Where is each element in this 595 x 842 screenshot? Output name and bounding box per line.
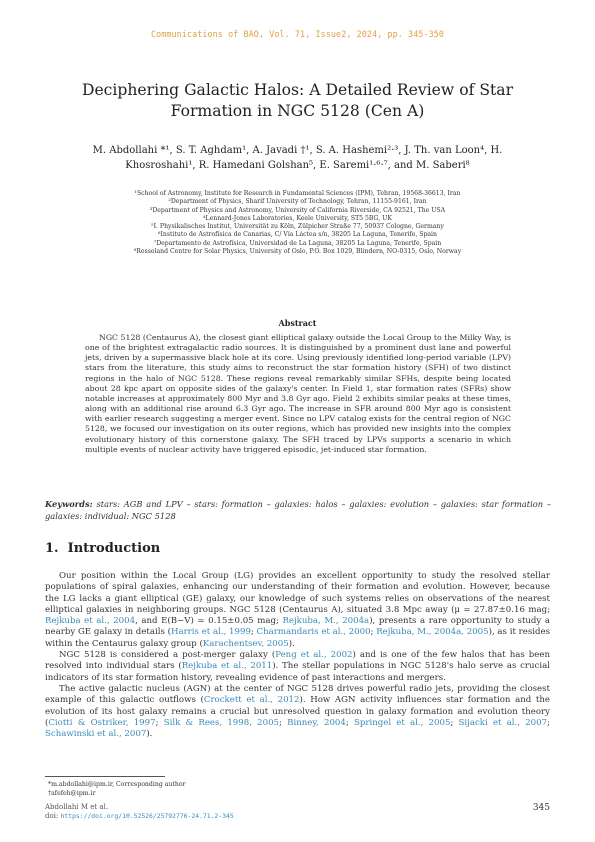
title-line-1: Deciphering Galactic Halos: A Detailed Review of Star: [81, 81, 514, 99]
text-run: ), as it resides within the Centaurus galaxy group (: [45, 627, 550, 649]
citation-link[interactable]: Schawinski et al., 2007: [45, 729, 147, 740]
author-line-2: Khosroshahi¹, R. Hamedani Golshan⁵, E. Saremi¹·⁶·⁷, and M. Saberi⁸: [125, 160, 470, 171]
page-footer: [45, 803, 234, 821]
text-run: The active galactic nucleus (AGN) at the center of NGC 5128 drives powerful radio jets, providing the closest example of this galactic outflows (: [45, 683, 550, 706]
keywords: [45, 499, 551, 522]
doi-label: doi:: [45, 812, 61, 820]
citation-link[interactable]: Charmandaris et al., 2000: [256, 627, 371, 638]
affiliation-5: ⁵I. Physikalisches Institut, Universität zu Köln, Zülpicher Straße 77, 50937 Cologne, Germany: [151, 223, 444, 231]
text-run: ). The stellar populations in NGC 5128's halo serve as crucial indicators of its star formation history, revealing evidence of past interactions and mergers.: [45, 661, 550, 683]
text-run: , and E(B−V) = 0.15±0.05 mag;: [135, 616, 283, 627]
citation-link[interactable]: Silk & Rees, 1998, 2005: [163, 717, 280, 728]
citation-link[interactable]: Karachentsev, 2005: [202, 638, 289, 649]
footnote-2: †afefeh@ipm.ir: [48, 790, 96, 797]
paragraph-3: [45, 684, 550, 740]
paper-title: [40, 80, 555, 122]
introduction-body: [45, 571, 550, 740]
footer-doi-line: [45, 812, 234, 821]
affiliation-3: ³Department of Physics and Astronomy, University of California Riverside, CA 92521, The USA: [149, 206, 446, 214]
text-run: ;: [345, 717, 354, 728]
paragraph-2: [45, 650, 550, 684]
text-run: ) and is one of the few halos that has been resolved into individual stars (: [45, 650, 550, 672]
citation-link[interactable]: Binney, 2004: [287, 717, 346, 728]
section-number: 1.: [45, 541, 59, 556]
keywords-label: Keywords:: [45, 499, 93, 509]
text-run: ;: [450, 717, 459, 728]
section-heading: [45, 541, 160, 556]
paragraph-1: [45, 571, 550, 650]
citation-link[interactable]: Harris et al., 1999: [170, 627, 251, 638]
text-run: ).: [288, 638, 295, 649]
citation-link[interactable]: Springel et al., 2005: [353, 717, 451, 728]
footnotes: [48, 780, 186, 798]
section-title: Introduction: [67, 541, 161, 556]
citation-link[interactable]: Ciotti & Ostriker, 1997: [48, 717, 156, 728]
text-run: ;: [547, 717, 550, 728]
citation-link[interactable]: Rejkuba, M., 2004a, 2005: [376, 627, 489, 638]
affiliation-list: [45, 190, 550, 256]
text-run: NGC 5128 is considered a post-merger galaxy (: [59, 650, 276, 661]
text-run: ;: [370, 627, 377, 638]
author-line-1: M. Abdollahi *¹, S. T. Aghdam¹, A. Javadi †¹, S. A. Hashemi²·³, J. Th. van Loon⁴, H.: [92, 145, 503, 156]
author-list: [55, 143, 540, 173]
keywords-text: stars: AGB and LPV – stars: formation – galaxies: halos – galaxies: evolution – galaxies: star formation – galaxies: individual: NGC 5128: [45, 499, 551, 521]
abstract-heading: Abstract: [278, 318, 317, 328]
page-number: 345: [532, 803, 550, 813]
text-run: Our position within the Local Group (LG) provides an excellent opportunity to study the resolved stellar populations of spiral galaxies, enhancing our understanding of their formation and evolution. However, because the LG lacks a giant elliptical (GE) galaxy, our knowledge of such systems relies on observations of the nearest elliptical galaxies in neighboring groups. NGC 5128 (Centaurus A), situated 3.8 Mpc away (μ = 27.87±0.16 mag;: [45, 571, 550, 615]
text-run: ;: [155, 717, 164, 728]
affiliation-7: ⁷Departamento de Astrofísica, Universidad de La Laguna, 38205 La Laguna, Tenerife, Spain: [153, 239, 442, 247]
affiliation-6: ⁶Instituto de Astrofísica de Canarias, C/ Vía Láctea s/n, 38205 La Laguna, Tenerife, Spain: [158, 231, 437, 239]
footnote-divider: [45, 776, 165, 777]
citation-link[interactable]: Rejkuba et al., 2011: [181, 661, 273, 672]
affiliation-4: ⁴Lennard-Jones Laboratories, Keele University, ST5 5BG, UK: [203, 214, 392, 222]
text-run: ), presents a rare opportunity to study a nearby GE galaxy in details (: [45, 616, 550, 638]
abstract-text: NGC 5128 (Centaurus A), the closest giant elliptical galaxy outside the Local Group to the Milky Way, is one of the brightest extragalactic radio sources. It is distinguished by a prominent dust lane and powerful jets, driven by a supermassive black hole at its core. Using previously identified long-period variable (LPV) stars from the literature, this study aims to reconstruct the star formation history (SFH) of two distinct regions in the halo of NGC 5128. These regions reveal remarkably similar SFHs, despite being located about 28 kpc apart on opposite sides of the galaxy's center. In Field 1, star formation rates (SFRs) show notable increases at approximately 800 Myr and 3.8 Gyr ago. Field 2 exhibits similar peaks at these times, along with an additional rise around 6.3 Gyr ago. The increase in SFR around 800 Myr ago is consistent with earlier research suggesting a merger event. Since no LPV catalog exists for the central region of NGC 5128, we focused our investigation on its outer regions, which has provided new insights into the complex evolutionary history of this cornerstone galaxy. The SFH traced by LPVs supports a scenario in which multiple events of nuclear activity have triggered episodic, jet-induced star formation.: [85, 333, 511, 454]
citation-link[interactable]: Rejkuba et al., 2004: [45, 616, 136, 627]
text-run: ). How AGN activity influences star formation and the evolution of its host galaxy remains a crucial but unresolved question in galaxy formation and evolution theory (: [45, 695, 550, 728]
affiliation-1: ¹School of Astronomy, Institute for Research in Fundamental Sciences (IPM), Tehran, 19568-36613, Iran: [134, 190, 461, 197]
citation-link[interactable]: Sijacki et al., 2007: [458, 717, 548, 728]
citation-link[interactable]: Rejkuba, M., 2004a: [282, 616, 370, 627]
journal-header: Communications of BAO, Vol. 71, Issue2, 2024, pp. 345-350: [150, 29, 445, 39]
footnote-1: *m.abdollahi@ipm.ir, Corresponding author: [48, 781, 186, 788]
text-run: ;: [250, 627, 257, 638]
affiliation-8: ⁸Rosseland Centre for Solar Physics, University of Oslo, P.O. Box 1029, Blindern, NO-0315, Oslo, Norway: [133, 248, 462, 256]
footer-authors: Abdollahi M et al.: [45, 803, 109, 811]
citation-link[interactable]: Crockett et al., 2012: [203, 695, 300, 706]
title-line-2: Formation in NGC 5128 (Cen A): [170, 102, 425, 120]
text-run: ;: [279, 717, 288, 728]
citation-link[interactable]: Peng et al., 2002: [275, 650, 353, 661]
affiliation-2: ²Department of Physics, Sharif University of Technology, Tehran, 11155-9161, Iran: [168, 198, 427, 206]
text-run: ).: [146, 729, 153, 740]
doi-link[interactable]: https://doi.org/10.52526/25792776-24.71.2-345: [60, 812, 234, 820]
